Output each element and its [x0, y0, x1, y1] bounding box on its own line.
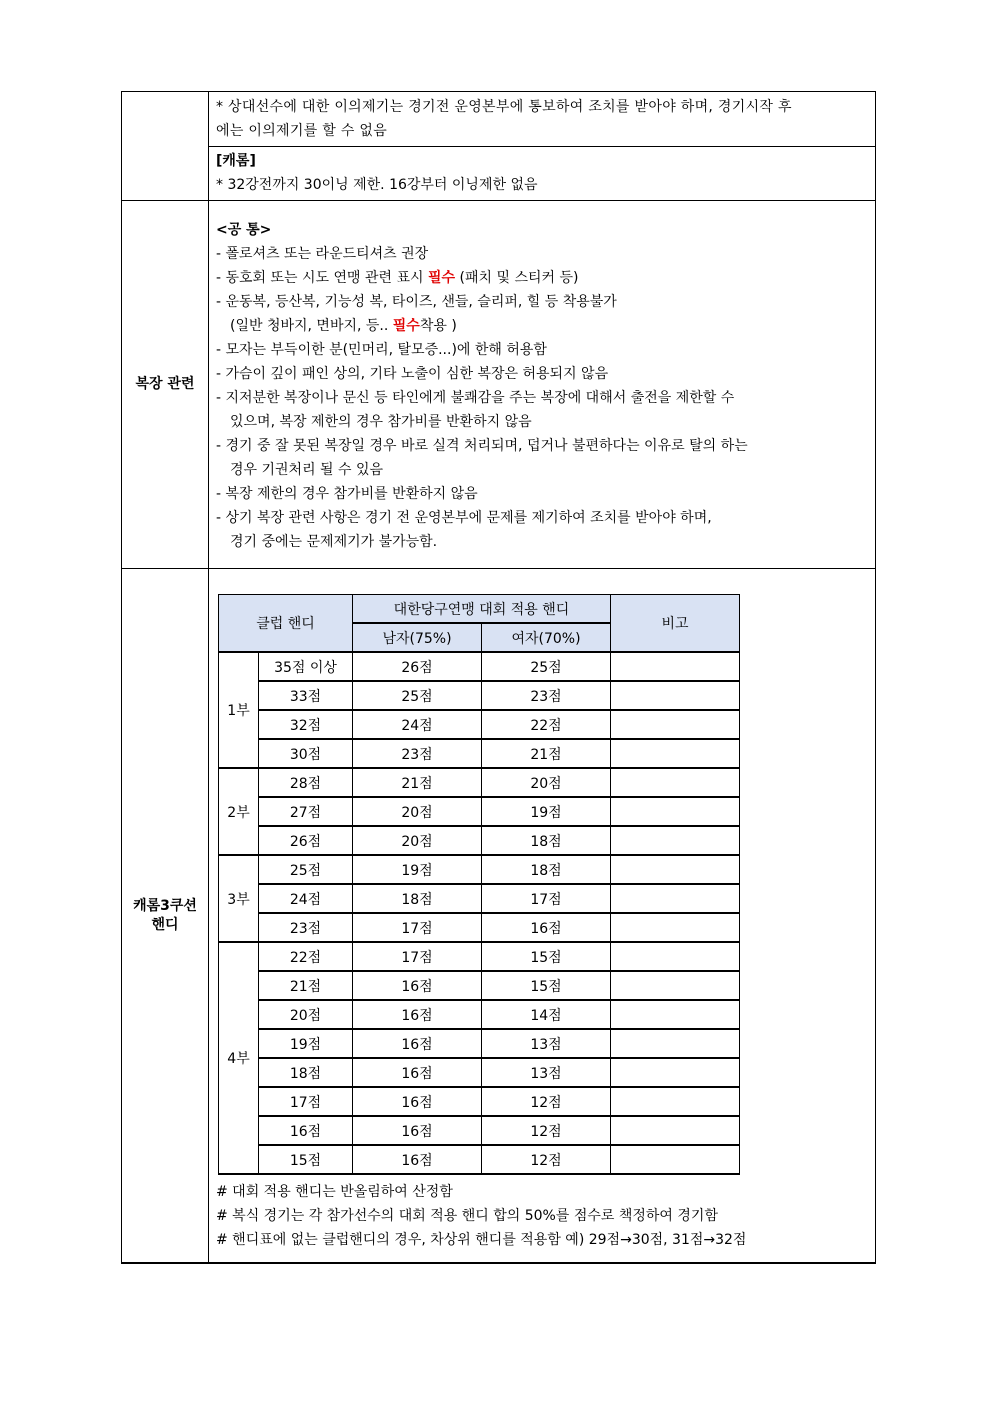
- male-handi-cell: 18점: [353, 884, 482, 913]
- protest-line-2: 에는 이의제기를 할 수 없음: [216, 123, 388, 139]
- female-handi-cell: 20점: [482, 768, 611, 797]
- note-cell: [611, 1000, 740, 1029]
- female-handi-cell: 12점: [482, 1087, 611, 1116]
- handi-cell: [209, 569, 876, 1264]
- table-row: [219, 1058, 740, 1087]
- dress-line: - 복장 제한의 경우 참가비를 반환하지 않음: [216, 486, 478, 502]
- dress-cell: [209, 201, 876, 569]
- dress-line: - 모자는 부득이한 분(민머리, 탈모증...)에 한해 허용함: [216, 342, 547, 358]
- male-handi-cell: 16점: [353, 971, 482, 1000]
- col-female-header: 여자(70%): [482, 623, 611, 652]
- note-cell: [611, 797, 740, 826]
- club-handi-cell: 25점: [259, 855, 353, 884]
- table-row: [219, 1029, 740, 1058]
- note-cell: [611, 826, 740, 855]
- note-cell: [611, 855, 740, 884]
- male-handi-cell: 25점: [353, 681, 482, 710]
- handi-notes: [216, 1180, 875, 1252]
- club-handi-cell: 18점: [259, 1058, 353, 1087]
- handi-label: 캐롬3쿠션 핸디: [122, 569, 209, 1264]
- table-row: [219, 739, 740, 768]
- dress-line-required: - 동호회 또는 시도 연맹 관련 표시 필수 (패치 및 스티커 등): [216, 270, 579, 286]
- table-row: [219, 855, 740, 884]
- male-handi-cell: 16점: [353, 1058, 482, 1087]
- dress-line: - 폴로셔츠 또는 라운드티셔츠 권장: [216, 246, 429, 262]
- club-handi-cell: 28점: [259, 768, 353, 797]
- division-label: 4부: [219, 942, 259, 1174]
- note-cell: [611, 1029, 740, 1058]
- table-row: [219, 681, 740, 710]
- male-handi-cell: 20점: [353, 826, 482, 855]
- club-handi-cell: 26점: [259, 826, 353, 855]
- col-male-header: 남자(75%): [353, 623, 482, 652]
- carom-cell: [209, 147, 876, 201]
- club-handi-cell: 24점: [259, 884, 353, 913]
- male-handi-cell: 20점: [353, 797, 482, 826]
- note-cell: [611, 710, 740, 739]
- col-group-header: 대한당구연맹 대회 적용 핸디: [353, 595, 611, 624]
- note-line: # 복식 경기는 각 참가선수의 대회 적용 핸디 합의 50%를 점수로 책정하여 경기함: [216, 1208, 718, 1224]
- division-label: 3부: [219, 855, 259, 942]
- female-handi-cell: 25점: [482, 652, 611, 681]
- female-handi-cell: 15점: [482, 942, 611, 971]
- division-label: 1부: [219, 652, 259, 768]
- female-handi-cell: 23점: [482, 681, 611, 710]
- female-handi-cell: 17점: [482, 884, 611, 913]
- male-handi-cell: 16점: [353, 1087, 482, 1116]
- division-label: 2부: [219, 768, 259, 855]
- male-handi-cell: 16점: [353, 1000, 482, 1029]
- male-handi-cell: 26점: [353, 652, 482, 681]
- female-handi-cell: 19점: [482, 797, 611, 826]
- table-row: [219, 1145, 740, 1174]
- male-handi-cell: 24점: [353, 710, 482, 739]
- note-cell: [611, 652, 740, 681]
- note-cell: [611, 681, 740, 710]
- table-row: [219, 652, 740, 681]
- club-handi-cell: 33점: [259, 681, 353, 710]
- female-handi-cell: 15점: [482, 971, 611, 1000]
- note-cell: [611, 971, 740, 1000]
- required-mark: 필수: [428, 270, 456, 286]
- dress-line-required: (일반 청바지, 면바지, 등.. 필수착용 ): [230, 318, 457, 334]
- rules-table: [121, 91, 876, 1264]
- male-handi-cell: 21점: [353, 768, 482, 797]
- male-handi-cell: 17점: [353, 913, 482, 942]
- female-handi-cell: 13점: [482, 1058, 611, 1087]
- note-cell: [611, 942, 740, 971]
- club-handi-cell: 30점: [259, 739, 353, 768]
- female-handi-cell: 12점: [482, 1116, 611, 1145]
- protest-cell: [209, 92, 876, 147]
- female-handi-cell: 21점: [482, 739, 611, 768]
- club-handi-cell: 22점: [259, 942, 353, 971]
- note-cell: [611, 1116, 740, 1145]
- dress-line: - 경기 중 잘 못된 복장일 경우 바로 실격 처리되며, 덥거나 불편하다는 이유로 탈의 하는: [216, 438, 748, 454]
- note-line: # 대회 적용 핸디는 반올림하여 산정함: [216, 1184, 453, 1200]
- female-handi-cell: 22점: [482, 710, 611, 739]
- protest-line-1: * 상대선수에 대한 이의제기는 경기전 운영본부에 통보하여 조치를 받아야 하며, 경기시작 후: [216, 99, 792, 115]
- table-row: [219, 884, 740, 913]
- club-handi-cell: 19점: [259, 1029, 353, 1058]
- table-row: [219, 797, 740, 826]
- dress-line: 경기 중에는 문제제기가 불가능함.: [230, 534, 438, 550]
- dress-line: - 가슴이 깊이 패인 상의, 기타 노출이 심한 복장은 허용되지 않음: [216, 366, 609, 382]
- required-mark: 필수: [392, 318, 420, 334]
- table-row: [219, 971, 740, 1000]
- note-cell: [611, 1145, 740, 1174]
- note-cell: [611, 1058, 740, 1087]
- male-handi-cell: 16점: [353, 1145, 482, 1174]
- female-handi-cell: 18점: [482, 826, 611, 855]
- club-handi-cell: 35점 이상: [259, 652, 353, 681]
- note-cell: [611, 739, 740, 768]
- note-cell: [611, 884, 740, 913]
- dress-line: - 운동복, 등산복, 기능성 복, 타이즈, 샌들, 슬리퍼, 힐 등 착용불가: [216, 294, 617, 310]
- female-handi-cell: 12점: [482, 1145, 611, 1174]
- col-note-header: 비고: [611, 595, 740, 653]
- male-handi-cell: 17점: [353, 942, 482, 971]
- club-handi-cell: 27점: [259, 797, 353, 826]
- table-row: [219, 913, 740, 942]
- male-handi-cell: 16점: [353, 1116, 482, 1145]
- carom-header: [캐롬]: [216, 153, 256, 169]
- table-row: [219, 1087, 740, 1116]
- male-handi-cell: 16점: [353, 1029, 482, 1058]
- table-row: [219, 710, 740, 739]
- note-line: # 핸디표에 없는 클럽핸디의 경우, 차상위 핸디를 적용함 예) 29점→30점, 31점→32점: [216, 1232, 747, 1248]
- carom-text: * 32강전까지 30이닝 제한. 16강부터 이닝제한 없음: [216, 177, 538, 193]
- dress-label: 복장 관련: [122, 201, 209, 569]
- female-handi-cell: 14점: [482, 1000, 611, 1029]
- dress-line: - 상기 복장 관련 사항은 경기 전 운영본부에 문제를 제기하여 조치를 받아야 하며,: [216, 510, 712, 526]
- club-handi-cell: 21점: [259, 971, 353, 1000]
- female-handi-cell: 18점: [482, 855, 611, 884]
- note-cell: [611, 913, 740, 942]
- note-cell: [611, 768, 740, 797]
- table-row: [219, 768, 740, 797]
- club-handi-cell: 17점: [259, 1087, 353, 1116]
- table-row: [219, 1000, 740, 1029]
- club-handi-cell: 16점: [259, 1116, 353, 1145]
- club-handi-cell: 15점: [259, 1145, 353, 1174]
- male-handi-cell: 23점: [353, 739, 482, 768]
- handicap-table: [218, 594, 740, 1175]
- male-handi-cell: 19점: [353, 855, 482, 884]
- club-handi-cell: 20점: [259, 1000, 353, 1029]
- female-handi-cell: 13점: [482, 1029, 611, 1058]
- dress-line: - 지저분한 복장이나 문신 등 타인에게 불쾌감을 주는 복장에 대해서 출전을 제한할 수: [216, 390, 735, 406]
- table-row: [219, 1116, 740, 1145]
- club-handi-cell: 23점: [259, 913, 353, 942]
- club-handi-cell: 32점: [259, 710, 353, 739]
- dress-line: 경우 기권처리 될 수 있음: [230, 462, 384, 478]
- col-club-header: 클럽 핸디: [219, 595, 353, 653]
- table-row: [219, 826, 740, 855]
- dress-line: 있으며, 복장 제한의 경우 참가비를 반환하지 않음: [230, 414, 532, 430]
- empty-label-cell: [122, 92, 209, 201]
- note-cell: [611, 1087, 740, 1116]
- table-row: [219, 942, 740, 971]
- female-handi-cell: 16점: [482, 913, 611, 942]
- dress-header: <공 통>: [216, 222, 272, 238]
